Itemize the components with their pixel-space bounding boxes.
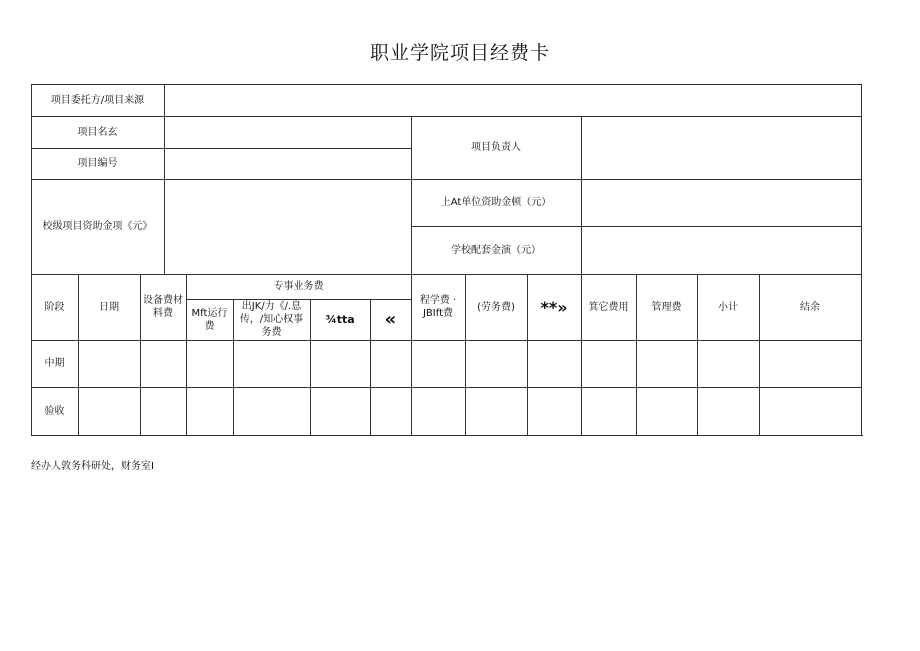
- upper-funding-value[interactable]: [581, 179, 861, 226]
- project-name-label: 项目名玄: [77, 126, 118, 138]
- page-title: 职业学院项目经费卡: [369, 42, 550, 64]
- col-b: **»: [540, 297, 568, 317]
- school-funding-label: 校级项目资助金项《元》: [42, 221, 153, 232]
- col-equipment: 设备费材料费: [143, 295, 183, 319]
- leader-value[interactable]: [581, 116, 861, 179]
- leader-label: 项目负责人: [471, 142, 521, 153]
- col-management: 管理费: [651, 301, 682, 313]
- row-label-acceptance: 验收: [44, 405, 65, 417]
- upper-funding-label: 上At单位资助金顿（元）: [440, 197, 552, 208]
- row-label-midterm: 中期: [44, 358, 65, 369]
- col-other: 箕它费用: [588, 301, 629, 313]
- col-balance: 结余: [800, 301, 820, 313]
- sponsor-label: 项目委托方/项目来源: [50, 94, 145, 106]
- school-matching-value[interactable]: [581, 226, 861, 274]
- col-special-3: ¾tta: [325, 313, 355, 326]
- sponsor-value[interactable]: [164, 84, 861, 116]
- school-funding-value[interactable]: [164, 179, 411, 274]
- project-no-value[interactable]: [164, 148, 411, 179]
- col-date: 日期: [99, 301, 119, 313]
- col-special-1: Mft运行费: [191, 307, 228, 332]
- footer-signatures: 经办人敦务科研处，财务室I: [31, 461, 154, 472]
- project-no-label: 项目编号: [77, 158, 118, 169]
- col-special-4: «: [384, 309, 397, 330]
- col-stage: 阶段: [44, 301, 65, 313]
- col-a: 程学费 · JBIft费: [419, 295, 457, 319]
- col-special-group: 专事业务费: [273, 281, 324, 292]
- col-special-2: 出JK/力《/.息传，/知心权事务费: [239, 301, 304, 338]
- school-matching-label: 学校配套金演（元）: [451, 244, 541, 256]
- col-subtotal: 小计: [718, 301, 738, 313]
- col-labor: (劳务费): [477, 301, 515, 313]
- project-name-value[interactable]: [164, 116, 411, 148]
